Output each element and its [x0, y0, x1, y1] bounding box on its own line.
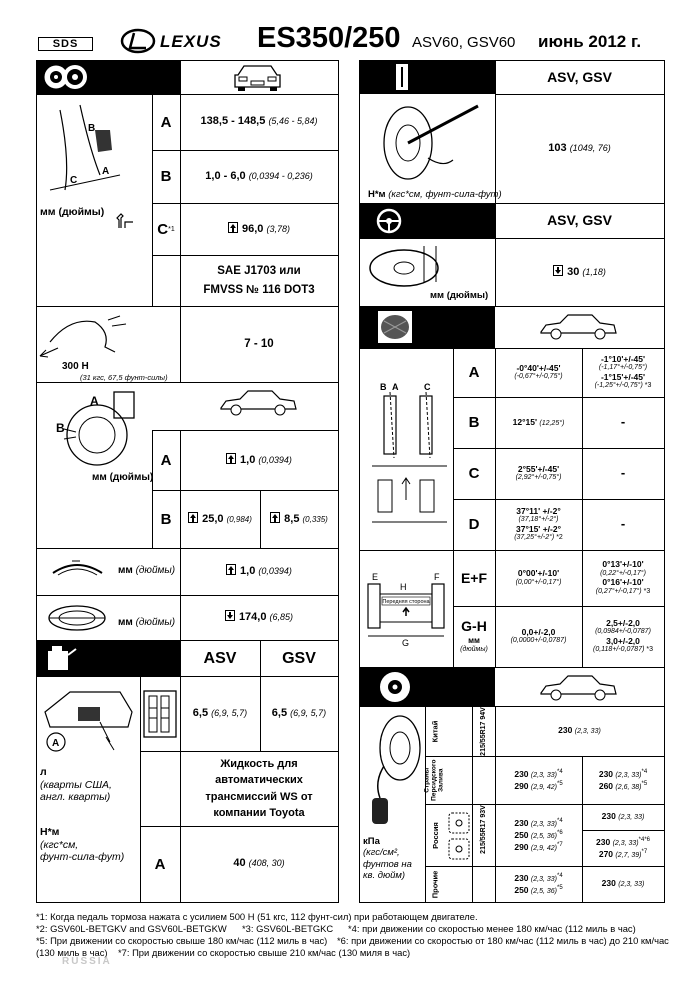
value-alt: (2,7, 39) — [615, 851, 642, 859]
value-main: 2°55'+/-45' — [517, 463, 560, 474]
align-d-rear: - — [620, 516, 626, 532]
svg-text:F: F — [434, 572, 440, 582]
brake-value-c — [180, 203, 338, 255]
unit-line: фунтов на — [363, 858, 412, 870]
value-main: 230 — [558, 725, 573, 736]
footnote-ref: *4*6 — [638, 836, 650, 843]
value-main: 230 — [514, 872, 529, 883]
tire-russia-rear — [582, 830, 664, 866]
footnote-ref: *2 — [556, 534, 563, 542]
value-alt: (1049, 76) — [569, 142, 611, 153]
svg-text:C: C — [424, 382, 431, 392]
value-main: 6,5 — [192, 706, 209, 719]
drum-diameter-value — [180, 595, 338, 640]
tire-other-rear — [582, 866, 664, 902]
footnote-7: *7: При движении со скоростью свыше 210 км/час (130 миля в час) — [118, 947, 411, 958]
measure-icon — [113, 212, 137, 230]
svg-text:H: H — [400, 582, 407, 592]
value-alt: (0,0394 - 0,236) — [248, 170, 313, 181]
unit-line: (кварты США, — [40, 778, 112, 791]
unit-main: мм — [118, 565, 133, 576]
brake-disc-icon — [42, 62, 90, 92]
svg-text:B: B — [56, 421, 65, 435]
steer-title: ASV, GSV — [547, 212, 612, 229]
model-title: ES350/250 — [257, 22, 401, 54]
align-label-a: A — [468, 364, 480, 381]
fluid-line: компании Toyota — [213, 807, 305, 819]
align-label-gh — [453, 606, 495, 667]
region-china — [425, 706, 445, 756]
region-gulf — [425, 756, 445, 804]
sds-badge — [38, 37, 93, 51]
value-main: 103 — [548, 141, 567, 154]
align-gh-front — [495, 606, 582, 667]
footnote-ref: *4 — [556, 817, 563, 824]
value-alt: (0,118+/-0,0787) — [592, 646, 645, 654]
brake-label-c-text: C — [157, 220, 169, 238]
svg-text:A: A — [52, 738, 60, 749]
car-side-icon — [538, 673, 618, 703]
value-main: 30 — [567, 265, 580, 278]
trans-gsv-header: GSV — [282, 649, 316, 667]
value-main: 250 — [514, 829, 529, 840]
value-alt: (-1,17°+/-0,75°) — [598, 364, 648, 372]
car-top-icon — [447, 810, 471, 862]
value-alt: (2,92°+/-0,75°) — [515, 474, 562, 482]
value-main: -0°40'+/-45' — [516, 362, 561, 373]
row-unit: мм — [468, 635, 480, 645]
value-main: 0°13'+/-10' — [602, 559, 644, 570]
svg-text:A: A — [392, 382, 399, 392]
value-alt: (0,0394) — [258, 566, 292, 577]
align-a-rear — [582, 348, 664, 397]
region-label: Китай — [430, 720, 440, 742]
value-alt: (1,18) — [582, 266, 606, 277]
value-main: 250 — [514, 884, 529, 895]
value-alt: (0,0394) — [258, 454, 292, 465]
transmission-diagram — [40, 682, 140, 752]
value-alt: (2,3, 33) — [530, 820, 557, 828]
unit-alt: (кгс*см, фунт-сила-фут) — [388, 189, 502, 200]
brake-label-b: B — [160, 168, 172, 185]
trans-asv-value — [180, 676, 260, 751]
value-main: 2,5+/-2,0 — [606, 617, 640, 628]
hub-header-band — [360, 61, 495, 94]
camber-caster-diagram — [372, 378, 452, 543]
min-arrow-icon — [270, 512, 280, 523]
value-main: 96,0 — [242, 222, 264, 235]
drum-value-b1 — [180, 490, 260, 548]
steer-unit: мм (дюймы) — [430, 290, 489, 301]
wrench-socket-icon — [390, 62, 414, 92]
value-alt: (37,18°+/-2°) — [518, 516, 559, 524]
unit-line: фунт-сила-фут) — [40, 851, 125, 864]
value-alt: (0,0984+/-0,0787) — [595, 628, 651, 636]
drum-diameter-icon — [45, 600, 110, 636]
region-label: Россия — [430, 821, 440, 849]
value-main: 0°16'+/-10' — [602, 577, 644, 587]
value-alt: (37,25°+/-2°) — [514, 534, 555, 542]
max-arrow-icon — [225, 610, 235, 621]
min-arrow-icon — [188, 512, 198, 523]
value-main: 37°15' +/-2° — [516, 523, 561, 534]
footnote-ref: *4 — [556, 872, 563, 879]
footnote-2: *2: GSV60L-BETGKV and GSV60L-BETGKW — [36, 923, 227, 934]
value-alt: (-0,67°+/-0,75°) — [514, 373, 563, 381]
tire-size-label: 215/55R17 94V — [480, 706, 487, 756]
brake-unit: мм (дюймы) — [40, 206, 105, 218]
value-alt: (2,9, 42) — [530, 844, 557, 852]
svg-text:A: A — [102, 166, 110, 177]
value-main: 290 — [514, 841, 529, 852]
edition-date: июнь 2012 г. — [538, 32, 642, 51]
brake-pedal-diagram — [40, 100, 150, 210]
footnote-ref: *4 — [556, 768, 563, 775]
value-alt: (0,0000+/-0,0787) — [510, 637, 567, 645]
drum-unit: мм (дюймы) — [92, 472, 154, 483]
tire-russia-front — [495, 804, 582, 866]
shoe-unit — [118, 565, 175, 576]
unit-line: кв. дюйм) — [363, 870, 406, 882]
unit-line: (кгс*см, — [40, 838, 79, 851]
svg-text:E: E — [372, 572, 379, 582]
value-main: -1°15'+/-45' — [600, 371, 646, 382]
align-label-ef: E+F — [460, 570, 488, 586]
footnote-ref: *3 — [646, 646, 653, 654]
value-main: 37°11' +/-2° — [516, 505, 561, 516]
model-codes: ASV60, GSV60 — [412, 34, 516, 51]
value-main: 8,5 — [284, 512, 300, 525]
region-label: Прочие — [430, 870, 440, 898]
fluid-line: автоматических — [215, 774, 303, 786]
value-main: 0,0+/-2,0 — [521, 626, 556, 637]
align-label-b: B — [468, 414, 480, 431]
footnote-ref: *6 — [556, 829, 563, 836]
unit-main: мм — [118, 617, 133, 628]
align-label-c: C — [468, 465, 480, 482]
parking-brake-diagram — [40, 312, 150, 364]
footnote-3: *3: GSV60L-BETGKC — [242, 923, 334, 934]
svg-text:B: B — [88, 123, 96, 134]
align-c-rear: - — [620, 465, 626, 481]
region-russia — [425, 804, 445, 866]
value-main: 290 — [514, 780, 529, 791]
value-main: 230 — [601, 811, 616, 822]
value-alt: (0,00°+/-0,17°) — [515, 578, 562, 586]
alignment-gauge-icon — [376, 309, 414, 345]
min-arrow-icon — [226, 453, 236, 464]
unit-line: (кгс/см², — [363, 847, 400, 859]
tire-size-label: 215/55R17 93V — [480, 804, 487, 854]
trans-asv-header: ASV — [203, 649, 237, 667]
value-alt: (6,9, 5,7) — [211, 707, 248, 718]
value-main: 270 — [598, 848, 614, 859]
unit-line: кПа — [363, 836, 380, 847]
brand-name: LEXUS — [160, 32, 222, 51]
drum-diameter-unit — [118, 617, 175, 628]
value-alt: (-1,25°+/-0,75°) — [594, 382, 643, 390]
svg-text:A: A — [90, 394, 99, 408]
brake-fluid-spec — [180, 255, 338, 306]
value-alt-line — [596, 588, 650, 596]
value-alt-line — [593, 646, 653, 654]
watermark: RUSSIA — [62, 956, 112, 967]
svg-text:B: B — [380, 382, 387, 392]
sds-label: SDS — [52, 38, 79, 50]
car-side-icon — [218, 388, 298, 418]
value-alt: (2,3, 33) — [618, 881, 645, 889]
footnote-ref: *3 — [644, 382, 652, 390]
dipstick-icon — [143, 690, 177, 738]
footnote-ref: *7 — [556, 842, 563, 849]
value-main: 230 — [596, 836, 611, 847]
footnote-1: *1: Когда педаль тормоза нажата с усилием 500 Н (51 кгс, 112 фунт-сил) при работающем двигателе. — [36, 911, 478, 922]
value-alt: (2,3, 33) — [615, 771, 642, 779]
align-b-front — [495, 397, 582, 448]
value-alt-line — [595, 382, 652, 390]
value-alt: (12,25°) — [539, 419, 565, 427]
hub-value — [495, 94, 664, 203]
value-alt: (2,3, 33) — [530, 875, 557, 883]
drum-value-b2 — [260, 490, 338, 548]
svg-text:G: G — [402, 638, 410, 648]
shoe-value — [180, 548, 338, 595]
footnote-ref: *5 — [556, 885, 563, 891]
unit-main: Н*м — [368, 189, 386, 200]
footnote-ref: *5 — [641, 781, 648, 787]
drum-label-b: B — [160, 510, 172, 528]
hub-title: ASV, GSV — [547, 68, 612, 85]
align-c-front — [495, 448, 582, 499]
align-a-front — [495, 348, 582, 397]
park-force: 300 Н — [62, 361, 89, 372]
value-alt: (3,78) — [266, 223, 290, 234]
value-main: 6,5 — [271, 706, 288, 719]
brake-label-c-note: *1 — [168, 225, 175, 233]
footnote-ref: *3 — [643, 587, 651, 595]
value-alt: (0,984) — [226, 514, 252, 524]
unit-alt: (дюймы) — [135, 565, 176, 576]
value-main: 25,0 — [202, 512, 224, 525]
oil-can-icon — [42, 643, 80, 673]
value-alt: (2,3, 33) — [574, 728, 601, 736]
car-rear-icon — [230, 63, 285, 93]
value-alt: (2,9, 42) — [530, 783, 557, 791]
value-main: 40 — [233, 857, 246, 870]
tire-size-1 — [472, 706, 495, 756]
value-alt: (2,6, 38) — [615, 783, 642, 791]
footnote-6: *6: при движении со скоростью от 180 км/час (112 миль в час) до 210 км/час — [337, 935, 669, 946]
tire-china-value — [495, 706, 664, 756]
value-alt: (0,27°+/-0,17°) — [595, 587, 642, 595]
toe-diagram — [364, 570, 450, 652]
align-ef-rear — [582, 550, 664, 606]
value-main: 230 — [598, 768, 614, 779]
value-alt: (6,85) — [269, 612, 294, 623]
value-main: 1,0 — [240, 565, 256, 578]
min-arrow-icon — [226, 564, 236, 575]
max-arrow-icon — [553, 265, 563, 276]
value-alt: (2,5, 36) — [530, 887, 557, 895]
fluid-line: SAE J1703 или — [217, 265, 301, 278]
footnote-4: *4: при движении со скоростью менее 180 км/час (112 миль в час) — [348, 923, 636, 934]
value-alt-line — [514, 534, 563, 542]
tire-size-2 — [472, 756, 495, 902]
steer-value — [495, 238, 664, 306]
tire-gulf-rear — [582, 756, 664, 804]
brake-shoe-icon — [50, 555, 105, 581]
value-main: 1,0 — [240, 453, 256, 466]
value-main: 3,0+/-2,0 — [606, 635, 640, 646]
value-main: 230 — [601, 878, 616, 889]
value-alt: (0,22°+/-0,17°) — [600, 569, 646, 577]
region-label: Страны Персидского Залива — [423, 759, 445, 801]
steering-wheel-icon — [376, 208, 402, 234]
value-alt: (2,3, 33) — [618, 814, 645, 822]
align-gh-rear — [582, 606, 664, 667]
trans-torque-value — [180, 826, 338, 902]
hub-torque-diagram — [368, 98, 488, 188]
park-force-alt: (31 кгс, 67,5 фунт-силы) — [80, 373, 168, 382]
fluid-line: FMVSS № 116 DOT3 — [203, 283, 315, 296]
tire-russia-rear-top — [582, 804, 664, 830]
value-main: 174,0 — [238, 611, 267, 624]
drum-brake-diagram — [42, 387, 152, 472]
brake-value-b — [180, 150, 338, 203]
tire-gulf-front — [495, 756, 582, 804]
trans-fluid-spec — [180, 751, 338, 826]
value-alt: (2,3, 33) — [530, 771, 557, 779]
align-ef-front — [495, 550, 582, 606]
fluid-line: Жидкость для — [220, 757, 298, 770]
value-main: 230 — [514, 817, 529, 828]
brake-value-a — [180, 94, 338, 150]
footnote-5: *5: При движении со скоростью свыше 180 км/час (112 миль в час) — [36, 935, 328, 946]
trans-torque-unit — [40, 826, 140, 864]
unit-alt: (дюймы) — [135, 617, 176, 628]
fluid-line: трансмиссий WS от — [205, 790, 313, 803]
value-main: 230 — [514, 768, 529, 779]
tire-icon — [378, 670, 412, 704]
value-main: 0°00'+/-10' — [517, 568, 560, 579]
value-alt: (2,3, 33) — [612, 839, 639, 847]
brake-label-c — [152, 203, 180, 255]
align-b-rear: - — [620, 414, 626, 430]
tire-gauge-diagram — [364, 712, 426, 832]
align-d-front — [495, 499, 582, 550]
divider — [37, 382, 338, 383]
footnote-ref: *5 — [556, 781, 563, 787]
value-main: 138,5 - 148,5 — [200, 115, 266, 128]
value-alt: (2,5, 36) — [530, 832, 557, 840]
tire-other-front — [495, 866, 582, 902]
divider — [140, 676, 141, 751]
min-arrow-icon — [228, 222, 238, 233]
divider — [180, 61, 181, 94]
value-alt: (5,46 - 5,84) — [268, 116, 318, 127]
region-other — [425, 866, 445, 902]
trans-unit — [40, 766, 145, 804]
row-unit-alt: (дюймы) — [460, 645, 488, 653]
unit-line: л — [40, 766, 47, 778]
footnote-ref: *7 — [641, 849, 648, 855]
unit-line: Н*м — [40, 826, 60, 838]
tire-unit — [363, 836, 433, 882]
brake-label-a: A — [160, 113, 172, 131]
footnote-ref: *4 — [641, 768, 648, 775]
drum-label-a: A — [160, 451, 172, 469]
value-alt: (0,335) — [302, 514, 328, 524]
footnote-6-cont: (130 миль в час) — [36, 947, 108, 958]
car-side-icon — [538, 312, 618, 342]
align-label-d: D — [468, 516, 480, 533]
value-alt: (408, 30) — [248, 858, 285, 869]
lexus-logo-icon — [120, 28, 156, 54]
hub-unit — [368, 189, 502, 200]
value-main: 1,0 - 6,0 — [205, 169, 246, 182]
value-main: -1°10'+/-45' — [600, 353, 646, 364]
drum-value-a — [180, 430, 338, 490]
svg-text:C: C — [70, 175, 78, 186]
value-alt: (6,9, 5,7) — [290, 707, 327, 718]
value-main: 260 — [598, 780, 614, 791]
trans-gsv-value — [260, 676, 338, 751]
svg-text:Передняя сторона: Передняя сторона — [382, 599, 430, 605]
unit-line: англ. кварты) — [40, 791, 111, 804]
steering-play-diagram — [366, 242, 456, 290]
row-label: G-H — [461, 618, 487, 635]
value-main: 12°15' — [512, 416, 537, 427]
trans-torque-label: A — [154, 855, 166, 873]
park-value: 7 - 10 — [244, 337, 274, 350]
